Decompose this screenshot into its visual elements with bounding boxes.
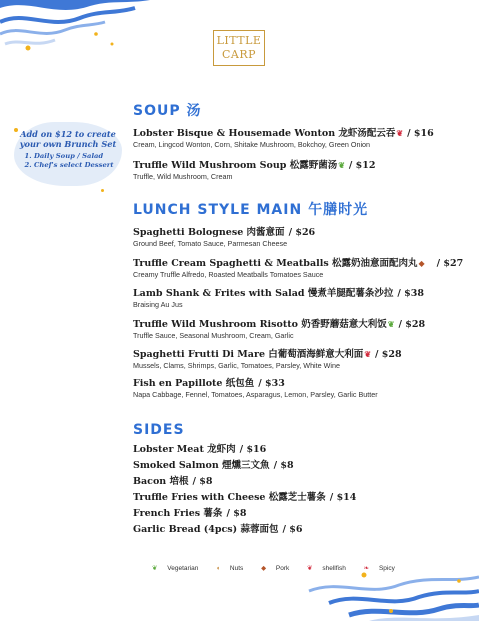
note-option: 1. Daily Soup / Salad <box>34 152 122 161</box>
menu-item <box>133 444 463 456</box>
item-price: / $12 <box>348 160 376 171</box>
note-option: 2. Chef's select Dessert <box>34 161 122 170</box>
legend-label: shellfish <box>322 565 346 572</box>
vegetarian-icon: ❦ <box>387 319 395 329</box>
item-name: Fish en Papillote 纸包鱼 <box>133 378 255 389</box>
item-name: Truffle Fries with Cheese 松露芝士薯条 <box>133 492 326 503</box>
legend-label: Spicy <box>378 565 395 572</box>
item-price: / $6 <box>282 524 303 535</box>
item-name: Lobster Meat 龙虾肉 <box>133 444 236 455</box>
vegetarian-icon: ❦ <box>152 565 158 572</box>
pork-icon: ◆ <box>261 565 267 572</box>
section-title-soup: SOUP 汤 <box>133 103 202 119</box>
note-title-line-1: Add on $12 to create <box>20 129 116 139</box>
menu-item <box>133 492 463 504</box>
menu-item <box>133 257 463 280</box>
item-price: / $33 <box>258 378 285 389</box>
item-name: Spaghetti Bolognese 肉酱意面 <box>133 227 285 238</box>
menu-item <box>133 348 463 371</box>
nuts-icon: ◖ <box>216 565 221 572</box>
item-price: / $14 <box>329 492 357 503</box>
item-description: Napa Cabbage, Fennel, Tomatoes, Asparagus, Lemon, Parsley, Garlic Butter <box>133 390 378 399</box>
legend-shellfish <box>307 565 354 572</box>
item-price: / $27 <box>436 258 464 269</box>
menu-item <box>133 127 463 150</box>
brunch-set-note <box>14 122 122 186</box>
menu-item <box>133 288 463 310</box>
legend-label: Nuts <box>229 565 244 572</box>
decor-dot <box>101 189 104 192</box>
restaurant-logo <box>213 30 265 66</box>
legend-spicy <box>364 565 403 572</box>
item-description: Ground Beef, Tomato Sauce, Parmesan Cheese <box>133 239 288 248</box>
shellfish-icon: ❦ <box>307 565 313 572</box>
note-title-line-2: your own Brunch Set <box>19 139 117 149</box>
menu-item <box>133 227 463 249</box>
item-description: Truffle, Wild Mushroom, Cream <box>133 172 233 181</box>
legend-vegetarian <box>152 565 206 572</box>
pork-icon: ◆ <box>418 258 425 268</box>
item-name: Smoked Salmon 煙燻三文魚 <box>133 460 270 471</box>
item-description: Mussels, Clams, Shrimps, Garlic, Tomatoes, Parsley, White Wine <box>133 361 341 370</box>
menu-item <box>133 508 463 520</box>
item-description: Braising Au Jus <box>133 300 183 309</box>
item-price: / $8 <box>226 508 247 519</box>
item-name: Spaghetti Frutti Di Mare 白葡萄酒海鲜意大利面 <box>133 349 364 360</box>
item-name: Truffle Wild Mushroom Risotto 奶香野蘑菇意大利饭 <box>133 319 387 330</box>
legend-label: Vegetarian <box>167 565 199 572</box>
item-name: French Fries 薯条 <box>133 508 223 519</box>
note-options <box>14 152 122 170</box>
item-name: Truffle Cream Spaghetti & Meatballs 松露奶油意面配肉丸 <box>133 258 418 269</box>
item-description: Truffle Sauce, Seasonal Mushroom, Cream, Garlic <box>133 331 294 340</box>
item-name: Lobster Bisque & Housemade Wonton 龙虾汤配云吞 <box>133 128 396 139</box>
item-price: / $8 <box>192 476 213 487</box>
legend-pork <box>261 565 297 572</box>
item-price: / $16 <box>239 444 267 455</box>
section-title-sides: SIDES <box>133 422 185 438</box>
item-description: Cream, Lingcod Wonton, Corn, Shitake Mushroom, Bokchoy, Green Onion <box>133 140 371 149</box>
dietary-legend <box>152 564 411 572</box>
legend-nuts <box>216 565 251 572</box>
note-title <box>14 122 122 149</box>
logo-line-2: CARP <box>221 48 257 61</box>
item-name: Bacon 培根 <box>133 476 189 487</box>
spicy-icon: ❧ <box>363 565 370 572</box>
section-title-lunch-main: LUNCH STYLE MAIN 午膳时光 <box>133 202 369 218</box>
item-price: / $16 <box>407 128 434 139</box>
menu-item <box>133 524 463 536</box>
item-name: Garlic Bread (4pcs) 蒜蓉面包 <box>133 524 279 535</box>
legend-label: Pork <box>275 565 290 572</box>
menu-item <box>133 159 463 182</box>
menu-item <box>133 476 463 488</box>
menu-item <box>133 460 463 472</box>
item-name: Truffle Wild Mushroom Soup 松露野菌汤 <box>133 160 338 171</box>
decor-dot <box>14 128 18 132</box>
vegetarian-icon: ❦ <box>338 160 345 170</box>
item-name: Lamb Shank & Frites with Salad 慢煮羊腿配薯条沙拉 <box>133 288 394 299</box>
item-price: / $28 <box>398 319 426 330</box>
shellfish-icon: ❦ <box>364 349 372 359</box>
item-price: / $8 <box>273 460 294 471</box>
logo-line-1: LITTLE <box>216 34 262 47</box>
shellfish-icon: ❦ <box>396 128 404 138</box>
item-price: / $26 <box>288 227 316 238</box>
menu-item <box>133 318 463 341</box>
menu-item <box>133 378 463 400</box>
item-price: / $38 <box>397 288 424 299</box>
item-price: / $28 <box>375 349 402 360</box>
item-description: Creamy Truffle Alfredo, Roasted Meatballs Tomatoes Sauce <box>133 270 324 279</box>
wave-decoration-top <box>0 0 150 62</box>
